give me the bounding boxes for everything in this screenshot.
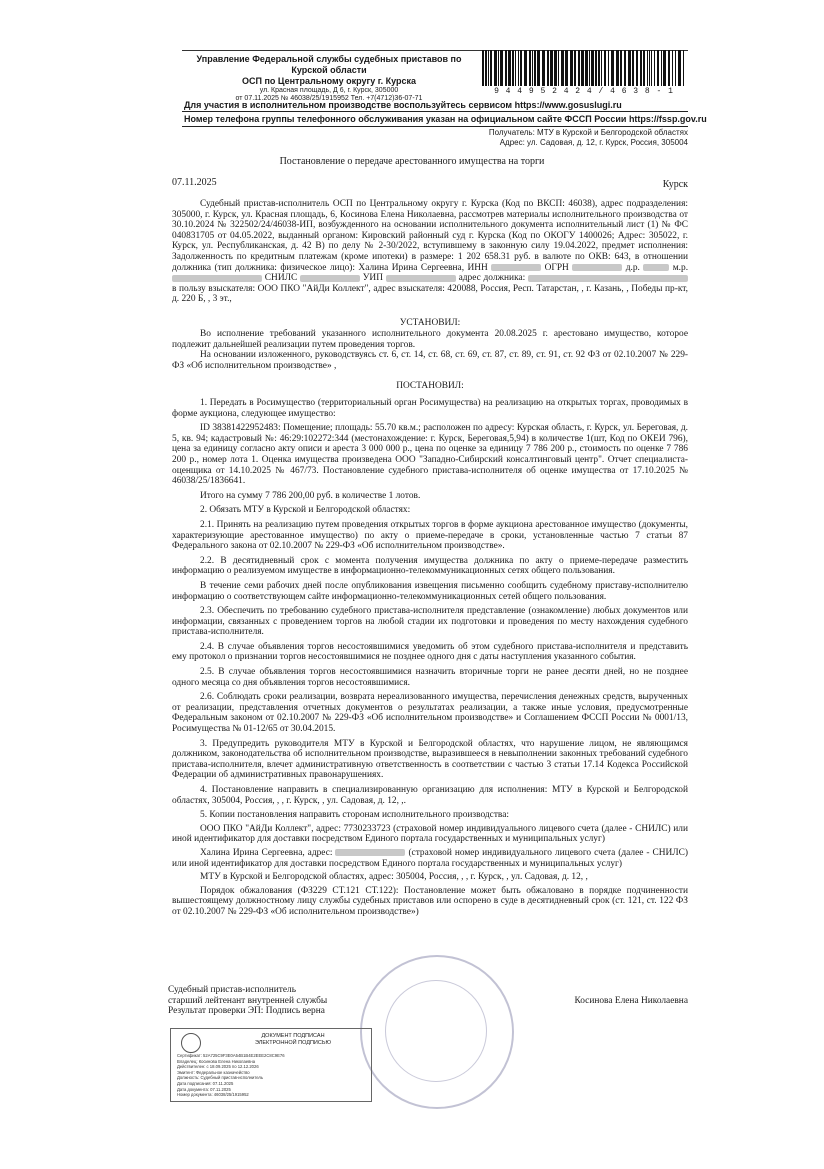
ecp-line: Дата документа: 07.11.2025 [177, 1086, 231, 1092]
ecp-line: Владелец: Косинова Елена Николаевна [177, 1058, 256, 1064]
redacted-birthplace [172, 275, 262, 282]
redacted-birthdate [643, 264, 669, 271]
redacted-snils [300, 275, 360, 282]
emblem-icon [181, 1033, 201, 1053]
property-item: ID 38381422952483: Помещение; площадь: 55.70 кв.м.; расположен по адресу: Курская область, г. Курск, ул. Береговая, д. 5, кв. 94; кадастровый №: 46:29:102272:344 (местонахождение: г. Курск, Береговая,5,94) в количестве 1(шт, Код по ОКЕИ 796), цена за единицу согласно акту описи и ареста 3 000 000 р., цена по оценке за единицу 7 786 200 р., стоимость по оценке 7 786 200 р., номер лота 1. Оценка имущества произведена ООО "Западно-Сибирский консалтинговый центр". Отчет специалиста-оценщика от 14.10.2025 № 467/73. Постановление судебного пристава-исполнителя об оценке имущества от 17.10.2025 № 46038/25/1836641. [172, 423, 688, 487]
redacted-ogrn [572, 264, 622, 271]
total-sum: Итого на сумму 7 786 200,00 руб. в количестве 1 лотов. [200, 490, 421, 501]
department-name: ОСП по Центральному округу г. Курска [242, 76, 416, 86]
clause-2-6: 2.6. Соблюдать сроки реализации, возврата нереализованного имущества, перечисления денежных средств, вырученных от реализации, представления отчетных документов о результатах реализации, а также иные условия, предусмотренные Федеральным законом от 02.10.2007 № 229-ФЗ «Об исполнительном производстве» и Соглашением ФССП России № 0001/13, Росимущества № 01-12/65 от 30.04.2015. [172, 692, 688, 735]
department-address: ул. Красная площадь, Д 6, г. Курск, 305000 [259, 87, 399, 94]
ecp-line: Дата подписания: 07.11.2025 [177, 1080, 234, 1086]
snils-label: СНИЛС [264, 273, 298, 284]
ecp-line: Сертификат: 52A725C9F3E0A54B1B4E2EEE2C8C9E76 [177, 1053, 285, 1058]
uip-label: УИП [362, 273, 383, 284]
clause-2-2-b: В течение семи рабочих дней после опубликования извещения письменно сообщить судебному приставу-исполнителю информацию о соответствующем сайте информационно-телекоммуникационных сетей общего пользования. [172, 580, 688, 602]
clause-2-4: 2.4. В случае объявления торгов несостоявшимися уведомить об этом судебного пристава-исполнителя и представить ему протокол о признании торгов несостоявшимися не позднее одного дня с даты наступления указанного события. [172, 641, 688, 663]
issuer-block [184, 54, 474, 103]
signer-name: Косинова Елена Николаевна [574, 996, 688, 1006]
document-reference: от 07.11.2025 № 46038/25/1915952 Тел. +7(4712)36-07-71 [235, 95, 423, 102]
clause-1: 1. Передать в Росимущество (территориальный орган Росимущества) на реализацию на открытых торгах, проводимых в форме аукциона, следующее имущество: [172, 398, 688, 419]
document-date: 07.11.2025 [172, 177, 217, 188]
ecp-line: Эмитент: Федеральное казначейство [177, 1069, 250, 1075]
recipient-block [489, 128, 688, 148]
clause-2-1: 2.1. Принять на реализацию путем проведения открытых торгов в форме аукциона арестованное имущество (документы, характеризующие арестованное имущество) по акту о приеме-передаче в сроки, установленные частью 7 статьи 87 Федерального закона от 02.10.2007 № 229-ФЗ «Об исполнительном производстве». [172, 519, 688, 552]
ecp-line: Действителен: с 18.09.2025 по 12.12.2026 [177, 1064, 259, 1070]
barcode-number: 9 4 4 9 5 2 4 2 4 / 4 6 3 8 - 1 [494, 87, 674, 96]
redacted-debtor-address [528, 275, 688, 282]
copy-recipient-debtor [172, 848, 688, 869]
redacted-uip [386, 275, 456, 282]
recipient-address: Адрес: ул. Садовая, д. 12, г. Курск, Россия, 305004 [499, 138, 688, 147]
postanovil-section [172, 398, 688, 918]
ecp-line: Должность: Судебный пристав-исполнитель [177, 1075, 264, 1081]
document-city: Курск [662, 179, 688, 190]
clause-2-2: 2.2. В десятидневный срок с момента получения имущества должника по акту о приеме-передаче разместить информацию о реализуемом имуществе в информационно-телекоммуникационных сетях общего пользования. [172, 555, 688, 577]
clause-2: 2. Обязать МТУ в Курской и Белгородской областях: [200, 505, 411, 516]
ecp-details [177, 1053, 365, 1098]
ustanovil-heading: УСТАНОВИЛ: [399, 318, 461, 328]
barcode [480, 50, 688, 86]
org-name: Управление Федеральной службы судебных приставов по Курской области [196, 54, 462, 75]
electronic-signature-stamp [170, 1028, 372, 1102]
intro-text: Судебный пристав-исполнитель ОСП по Центральному округу г. Курска (Код по ВКСП: 46038), адрес подразделения: 305000, г. Курск, ул. Красная площадь, 6, Косинова Елена Николаевна, рассмотрев материалы исполнительного производства от 30.10.2024 № 322502/24/46038-ИП, возбужденного на основании исполнительного документа исполнительный лист (1) № ФС 040831705 от 04.05.2022, выданный органом: Кировский районный суд г. Курска (Код по ОКОГУ 1400026; Адрес: 305022, г. Курск, ул. Республиканская, д. 42 В) по делу № 2-30/2022, вступившему в законную силу 19.04.2022, предмет исполнения: Задолженность по кредитным платежам (кроме ипотеки) в размере: 1 202 658.31 руб. в валюте по ОКВ: 643, в отношении должника (тип должника: физическое лицо): Халина Ирина Сергеевна, ИНН [172, 199, 688, 273]
signer-role: Судебный пристав-исполнитель [168, 985, 296, 995]
creditor-text: в пользу взыскателя: ООО ПКО "АйДи Коллект", адрес взыскателя: 420088, Россия, Респ. Татарстан, , г. Казань, , Победы пр-кт, д. 220 Б, , 3 эт., [172, 283, 688, 305]
birthplace-label: м.р. [672, 262, 689, 273]
ecp-title-2: ЭЛЕКТРОННОЙ ПОДПИСЬЮ [254, 1039, 332, 1046]
ustanovil-paragraph-1: Во исполнение требований указанного исполнительного документа 20.08.2025 г. арестовано имущество, которое подлежит дальнейшей реализации путем проведения торгов. [172, 329, 688, 350]
signature-check-result: Результат проверки ЭП: Подпись верна [168, 1006, 325, 1017]
document-title: Постановление о передаче арестованного имущества на торги [279, 156, 545, 167]
postanovil-heading: ПОСТАНОВИЛ: [396, 381, 464, 391]
gosuslugi-note: Для участия в исполнительном производстве воспользуйтесь сервисом https://www.gosuslugi.ru [184, 100, 622, 110]
appeal-procedure: Порядок обжалования (ФЗ229 СТ.121 СТ.122): Постановление может быть обжаловано в порядке подчиненности вышестоящему должностному лицу службы судебных приставов или оспорено в суде в десятидневный срок (ст. 121, ст. 122 ФЗ от 02.10.2007 № 229-ФЗ «Об исполнительном производстве») [172, 885, 688, 917]
header-divider [182, 111, 688, 112]
ogrn-label: ОГРН [544, 262, 569, 273]
clause-4: 4. Постановление направить в специализированную организацию для исполнения: МТУ в Курской и Белгородской областях, 305004, Россия, , , г. Курск, , ул. Садовая, д. 12, ,. [172, 785, 688, 806]
ecp-title-1: ДОКУМЕНТ ПОДПИСАН [261, 1033, 325, 1039]
redacted-inn [491, 264, 541, 271]
fssp-phone-note: Номер телефона группы телефонного обслуживания указан на официальном сайте ФССП России https://fssp.gov.ru [184, 114, 707, 124]
clause-5: 5. Копии постановления направить сторонам исполнительного производства: [200, 810, 510, 821]
copy-recipient-mtu: МТУ в Курской и Белгородской областях, адрес: 305004, Россия, , , г. Курск, , ул. Садовая, д. 12, , [200, 872, 588, 883]
header-bottom-line [182, 126, 688, 127]
birthdate-label: д.р. [625, 262, 640, 273]
ustanovil-section [172, 329, 688, 371]
recipient-name: Получатель: МТУ в Курской и Белгородской областях [488, 128, 688, 137]
debtor-copy-label: Халина Ирина Сергеевна, адрес: [200, 847, 333, 858]
clause-3: 3. Предупредить руководителя МТУ в Курской и Белгородской областях, что нарушение лицом, не являющимся должником, законодательства об исполнительном производстве, выразившееся в невыполнении законных требований судебного пристава-исполнителя, влечет административную ответственность в соответствии с частью 3 статьи 17.14 Кодекса Российской Федерации об административных правонарушениях. [172, 738, 688, 781]
clause-2-3: 2.3. Обеспечить по требованию судебного пристава-исполнителя представление (ознакомление) любых документов или информации, связанных с проведением торгов на любой стадии их подготовки и проведения по месту нахождения судебного пристава-исполнителя. [172, 606, 688, 638]
ustanovil-paragraph-2: На основании изложенного, руководствуясь ст. 6, ст. 14, ст. 68, ст. 69, ст. 87, ст. 89, ст. 91, ст. 92 ФЗ от 02.10.2007 № 229-ФЗ «Об исполнительном производстве» , [172, 350, 688, 371]
clause-2-5: 2.5. В случае объявления торгов несостоявшимися назначить вторичные торги не ранее десяти дней, но не позднее одного месяца со дня объявления торгов несостоявшимися. [172, 667, 688, 688]
intro-paragraph [172, 199, 688, 305]
debtor-copy-text: (страховой номер индивидуального лицевого счета (далее - СНИЛС) или иной идентификатор для доставки посредством Единого портала государственных и муниципальных услуг) [172, 847, 689, 869]
signer-rank: старший лейтенант внутренней службы [168, 995, 328, 1006]
copy-recipient-creditor: ООО ПКО "АйДи Коллект", адрес: 7730233723 (страховой номер индивидуального лицевого счета (далее - СНИЛС) или иной идентификатор для доставки посредством Единого портала государственных и муниципальных услуг) [172, 823, 688, 845]
redacted-debtor-copy-address [335, 849, 405, 856]
ecp-line: Номер документа: 46038/25/1915952 [177, 1092, 249, 1098]
debtor-address-label: адрес должника: [458, 273, 526, 284]
